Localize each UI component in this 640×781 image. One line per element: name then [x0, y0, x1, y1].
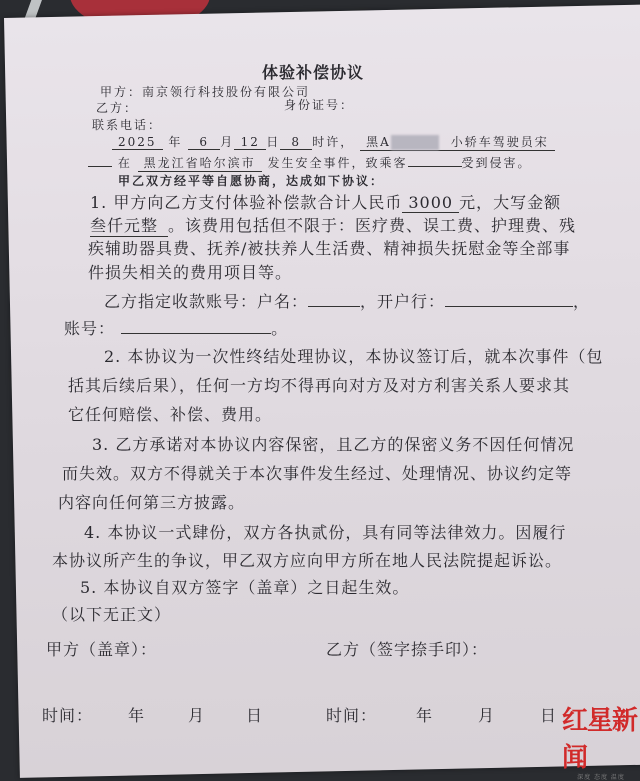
- bank-label: ，开户行：: [360, 292, 446, 311]
- incident-year: 2025: [112, 135, 163, 150]
- event-text: 发生安全事件，致乘客: [267, 156, 408, 170]
- clause-1-rest: 。该费用包括但不限于：医疗费、误工费、护理费、残: [168, 216, 577, 235]
- account-name-label: 乙方指定收款账号：户名：: [104, 292, 309, 311]
- account-number-label: 账号：: [64, 319, 116, 338]
- clause-4-line-1: 4. 本协议一式肆份，双方各执贰份，具有同等法律效力。因履行: [84, 523, 567, 542]
- day-label: 日: [246, 706, 264, 725]
- incident-location: 黑龙江省哈尔滨市: [138, 154, 262, 172]
- clause-1-line-1: [90, 190, 561, 213]
- watermark-logo-text: 红星新闻: [562, 706, 638, 773]
- clause-2-line-3: 它任何赔偿、补偿、费用。: [68, 405, 273, 424]
- year-unit: 年: [168, 135, 183, 149]
- date-label: 时间：: [42, 706, 94, 725]
- clause-2-line-1: 2. 本协议为一次性终结处理协议，本协议签订后，就本次事件（包: [104, 347, 604, 366]
- year-label: 年: [128, 706, 146, 725]
- party-b-date: [326, 703, 566, 726]
- clause-3-line-2: 而失效。双方不得就关于本次事件发生经过、处理情况、协议约定等: [62, 464, 573, 483]
- account-number-blank: [121, 319, 271, 334]
- party-a-signature-label: 甲方（盖章）：: [46, 640, 158, 659]
- clause-2-line-2: 括其后续后果），任何一方均不得再向对方及对方利害关系人要求其: [68, 376, 571, 395]
- clause-1-post: 元，大写金额: [459, 193, 562, 212]
- compensation-amount: 3000: [402, 193, 459, 213]
- at-text: 在: [117, 156, 132, 170]
- clause-3-line-1: 3. 乙方承诺对本协议内容保密，且乙方的保密义务不因任何情况: [92, 435, 575, 454]
- incident-line-2: [88, 152, 532, 172]
- clause-1-line-4: 件损失相关的费用项目等。: [88, 263, 293, 282]
- month-label: 月: [478, 706, 496, 725]
- id-number-label: 身份证号：: [284, 98, 355, 112]
- party-a-value: 南京领行科技股份有限公司: [142, 85, 311, 99]
- clause-1-pre: 1. 甲方向乙方支付体验补偿款合计人民币: [90, 193, 403, 212]
- party-a-date: [42, 703, 282, 726]
- account-line-2: [64, 316, 288, 339]
- incident-line-1: [112, 133, 555, 151]
- watermark-slogan: 深度 态度 温度: [577, 774, 625, 781]
- harm-text: 受到侵害。: [461, 156, 532, 170]
- vehicle-driver: 小轿车驾驶员宋: [445, 133, 555, 151]
- incident-month: 6: [188, 135, 220, 150]
- clause-3-line-3: 内容向任何第三方披露。: [58, 493, 246, 512]
- news-watermark: [562, 700, 640, 781]
- party-b-label: 乙方：: [96, 101, 139, 115]
- document-title: 体验补偿协议: [262, 63, 365, 82]
- incident-day: 12: [234, 135, 266, 150]
- clause-1-line-3: 疾辅助器具费、抚养/被扶养人生活费、精神损失抚慰金等全部事: [88, 239, 571, 258]
- year-label: 年: [416, 706, 434, 725]
- clause-1-line-2: [90, 213, 576, 237]
- phone-label: 联系电话：: [92, 118, 163, 132]
- period: 。: [271, 319, 289, 338]
- account-name-blank: [308, 292, 360, 307]
- day-label: 日: [540, 706, 558, 725]
- clause-4-line-2: 本协议所产生的争议，甲乙双方应向甲方所在地人民法院提起诉讼。: [52, 551, 563, 570]
- date-label: 时间：: [326, 706, 378, 725]
- passenger-blank: [408, 152, 462, 167]
- account-line-1: [104, 289, 590, 312]
- plate-number: [360, 133, 445, 151]
- plate-prefix: 黑A: [366, 135, 391, 149]
- clause-5: 5. 本协议自双方签字（盖章）之日起生效。: [80, 578, 410, 597]
- agreement-intro: 甲乙双方经平等自愿协商，达成如下协议：: [118, 174, 385, 188]
- amount-in-words: 叁仟元整: [90, 213, 168, 237]
- redacted-plate: [391, 135, 439, 150]
- party-a-label: 甲方：: [100, 85, 143, 99]
- party-b-signature-label: 乙方（签字捺手印）：: [326, 640, 489, 659]
- party-a-line: [100, 83, 310, 100]
- month-unit: 月: [220, 135, 235, 149]
- blank: [88, 152, 112, 167]
- bank-blank: [445, 292, 573, 307]
- day-unit: 日: [266, 135, 281, 149]
- no-more-text: （以下无正文）: [52, 605, 172, 624]
- comma: ，: [573, 292, 591, 311]
- hour-unit: 时许，: [312, 135, 355, 149]
- incident-hour: 8: [280, 135, 312, 150]
- month-label: 月: [188, 706, 206, 725]
